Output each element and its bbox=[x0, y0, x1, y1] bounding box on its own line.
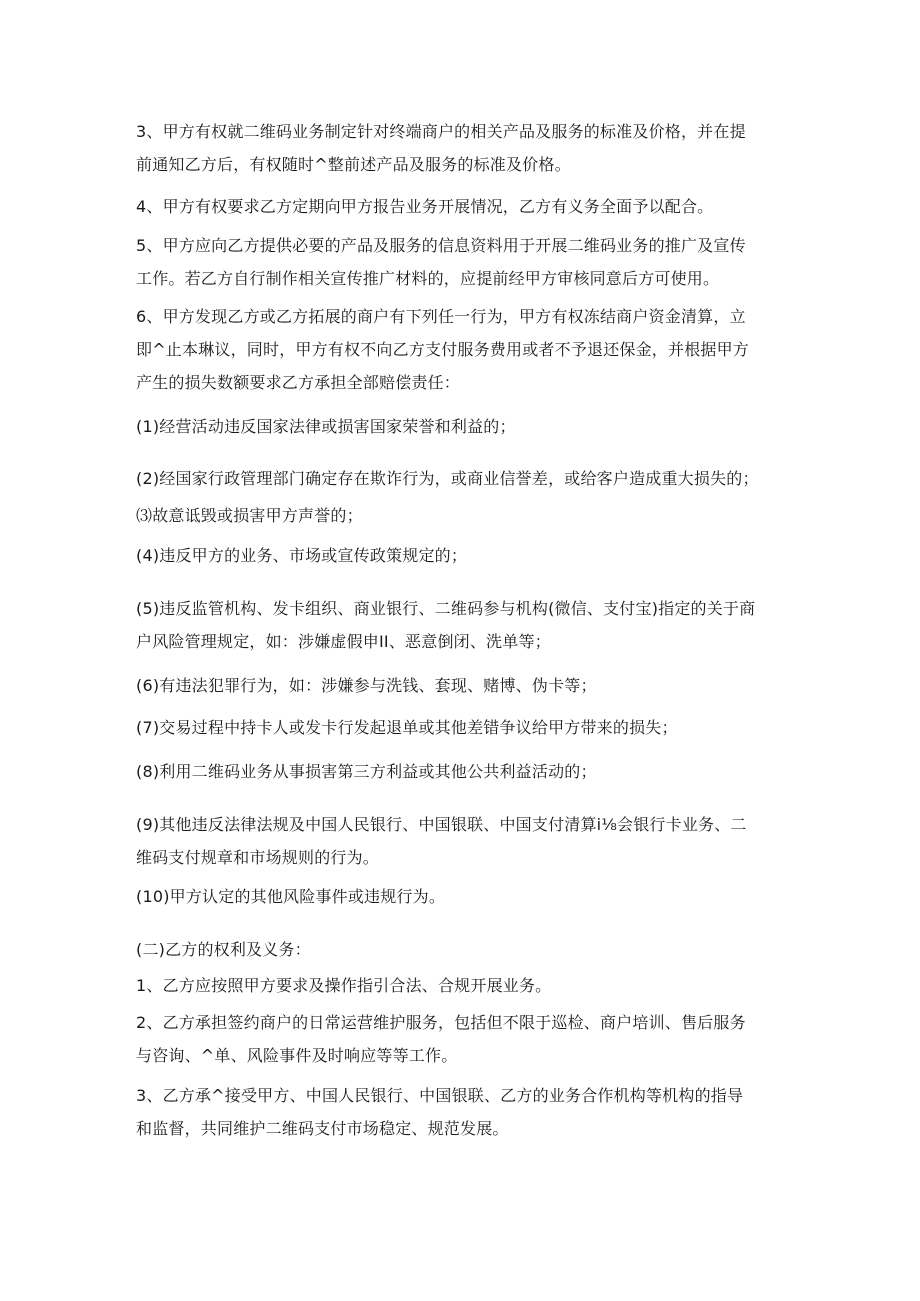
paragraph-a4 bbox=[136, 190, 796, 223]
list-item-3 bbox=[136, 499, 796, 532]
text-line: 3、乙方承^接受甲方、中国人民银行、中国银联、乙方的业务合作机构等机构的指导 bbox=[136, 1086, 744, 1105]
list-item-9 bbox=[136, 808, 796, 874]
list-item-10 bbox=[136, 880, 796, 913]
text-line: (2)经国家行政管理部门确定存在欺诈行为，或商业信誉差，或给客户造成重大损失的； bbox=[136, 469, 759, 488]
paragraph-a3 bbox=[136, 115, 796, 181]
text-line: 户风险管理规定，如：涉嫌虚假申II、恶意倒闭、洗单等； bbox=[136, 632, 551, 651]
paragraph-b2 bbox=[136, 1006, 796, 1072]
list-item-1 bbox=[136, 410, 796, 443]
text-line: (二)乙方的权利及义务： bbox=[136, 940, 311, 959]
text-line: (8)利用二维码业务从事损害第三方利益或其他公共利益活动的； bbox=[136, 762, 597, 781]
text-line: (4)违反甲方的业务、市场或宣传政策规定的； bbox=[136, 546, 468, 565]
text-line: 与咨询、^单、风险事件及时响应等等工作。 bbox=[136, 1046, 458, 1065]
text-line: 即^止本琳议，同时，甲方有权不向乙方支付服务费用或者不予退还保金，并根据甲方 bbox=[136, 340, 750, 359]
text-line: (10)甲方认定的其他风险事件或违规行为。 bbox=[136, 887, 446, 906]
paragraph-b3 bbox=[136, 1079, 796, 1145]
text-line: (5)违反监管机构、发卡组织、商业银行、二维码参与机构(微信、支付宝)指定的关于商 bbox=[136, 599, 756, 618]
text-line: 5、甲方应向乙方提供必要的产品及服务的信息资料用于开展二维码业务的推广及宣传 bbox=[136, 236, 746, 255]
list-item-6 bbox=[136, 669, 796, 702]
text-line: 维码支付规章和市场规则的行为。 bbox=[136, 848, 380, 867]
paragraph-b1 bbox=[136, 969, 796, 1002]
text-line: 前通知乙方后，有权随时^整前述产品及服务的标准及价格。 bbox=[136, 155, 571, 174]
paragraph-a6 bbox=[136, 300, 796, 399]
text-line: (7)交易过程中持卡人或发卡行发起退单或其他差错争议给甲方带来的损失； bbox=[136, 718, 678, 737]
text-line: 2、乙方承担签约商户的日常运营维护服务，包括但不限于巡检、商户培训、售后服务 bbox=[136, 1013, 746, 1032]
section-heading-b bbox=[136, 933, 796, 966]
text-line: 3、甲方有权就二维码业务制定针对终端商户的相关产品及服务的标准及价格，并在提 bbox=[136, 122, 746, 141]
text-line: (9)其他违反法律法规及中国人民银行、中国银联、中国支付清算i⅛会银行卡业务、二 bbox=[136, 815, 747, 834]
text-line: (1)经营活动违反国家法律或损害国家荣誉和利益的； bbox=[136, 417, 516, 436]
text-line: 1、乙方应按照甲方要求及操作指引合法、合规开展业务。 bbox=[136, 976, 552, 995]
list-item-7 bbox=[136, 711, 796, 744]
list-item-8 bbox=[136, 755, 796, 788]
list-item-5 bbox=[136, 592, 796, 658]
list-item-2 bbox=[136, 462, 796, 495]
text-line: (6)有违法犯罪行为，如：涉嫌参与洗钱、套现、赌博、伪卡等； bbox=[136, 676, 597, 695]
text-line: 工作。若乙方自行制作相关宣传推广材料的，应提前经甲方审核同意后方可使用。 bbox=[136, 269, 720, 288]
text-line: 4、甲方有权要求乙方定期向甲方报告业务开展情况，乙方有义务全面予以配合。 bbox=[136, 197, 714, 216]
text-line: 产生的损失数额要求乙方承担全部赔偿责任： bbox=[136, 373, 461, 392]
text-line: 6、甲方发现乙方或乙方拓展的商户有下列任一行为，甲方有权冻结商户资金清算，立 bbox=[136, 307, 746, 326]
list-item-4 bbox=[136, 539, 796, 572]
text-line: ⑶故意诋毁或损害甲方声誉的； bbox=[136, 506, 363, 525]
paragraph-a5 bbox=[136, 229, 796, 295]
text-line: 和监督，共同维护二维码支付市场稳定、规范发展。 bbox=[136, 1119, 509, 1138]
